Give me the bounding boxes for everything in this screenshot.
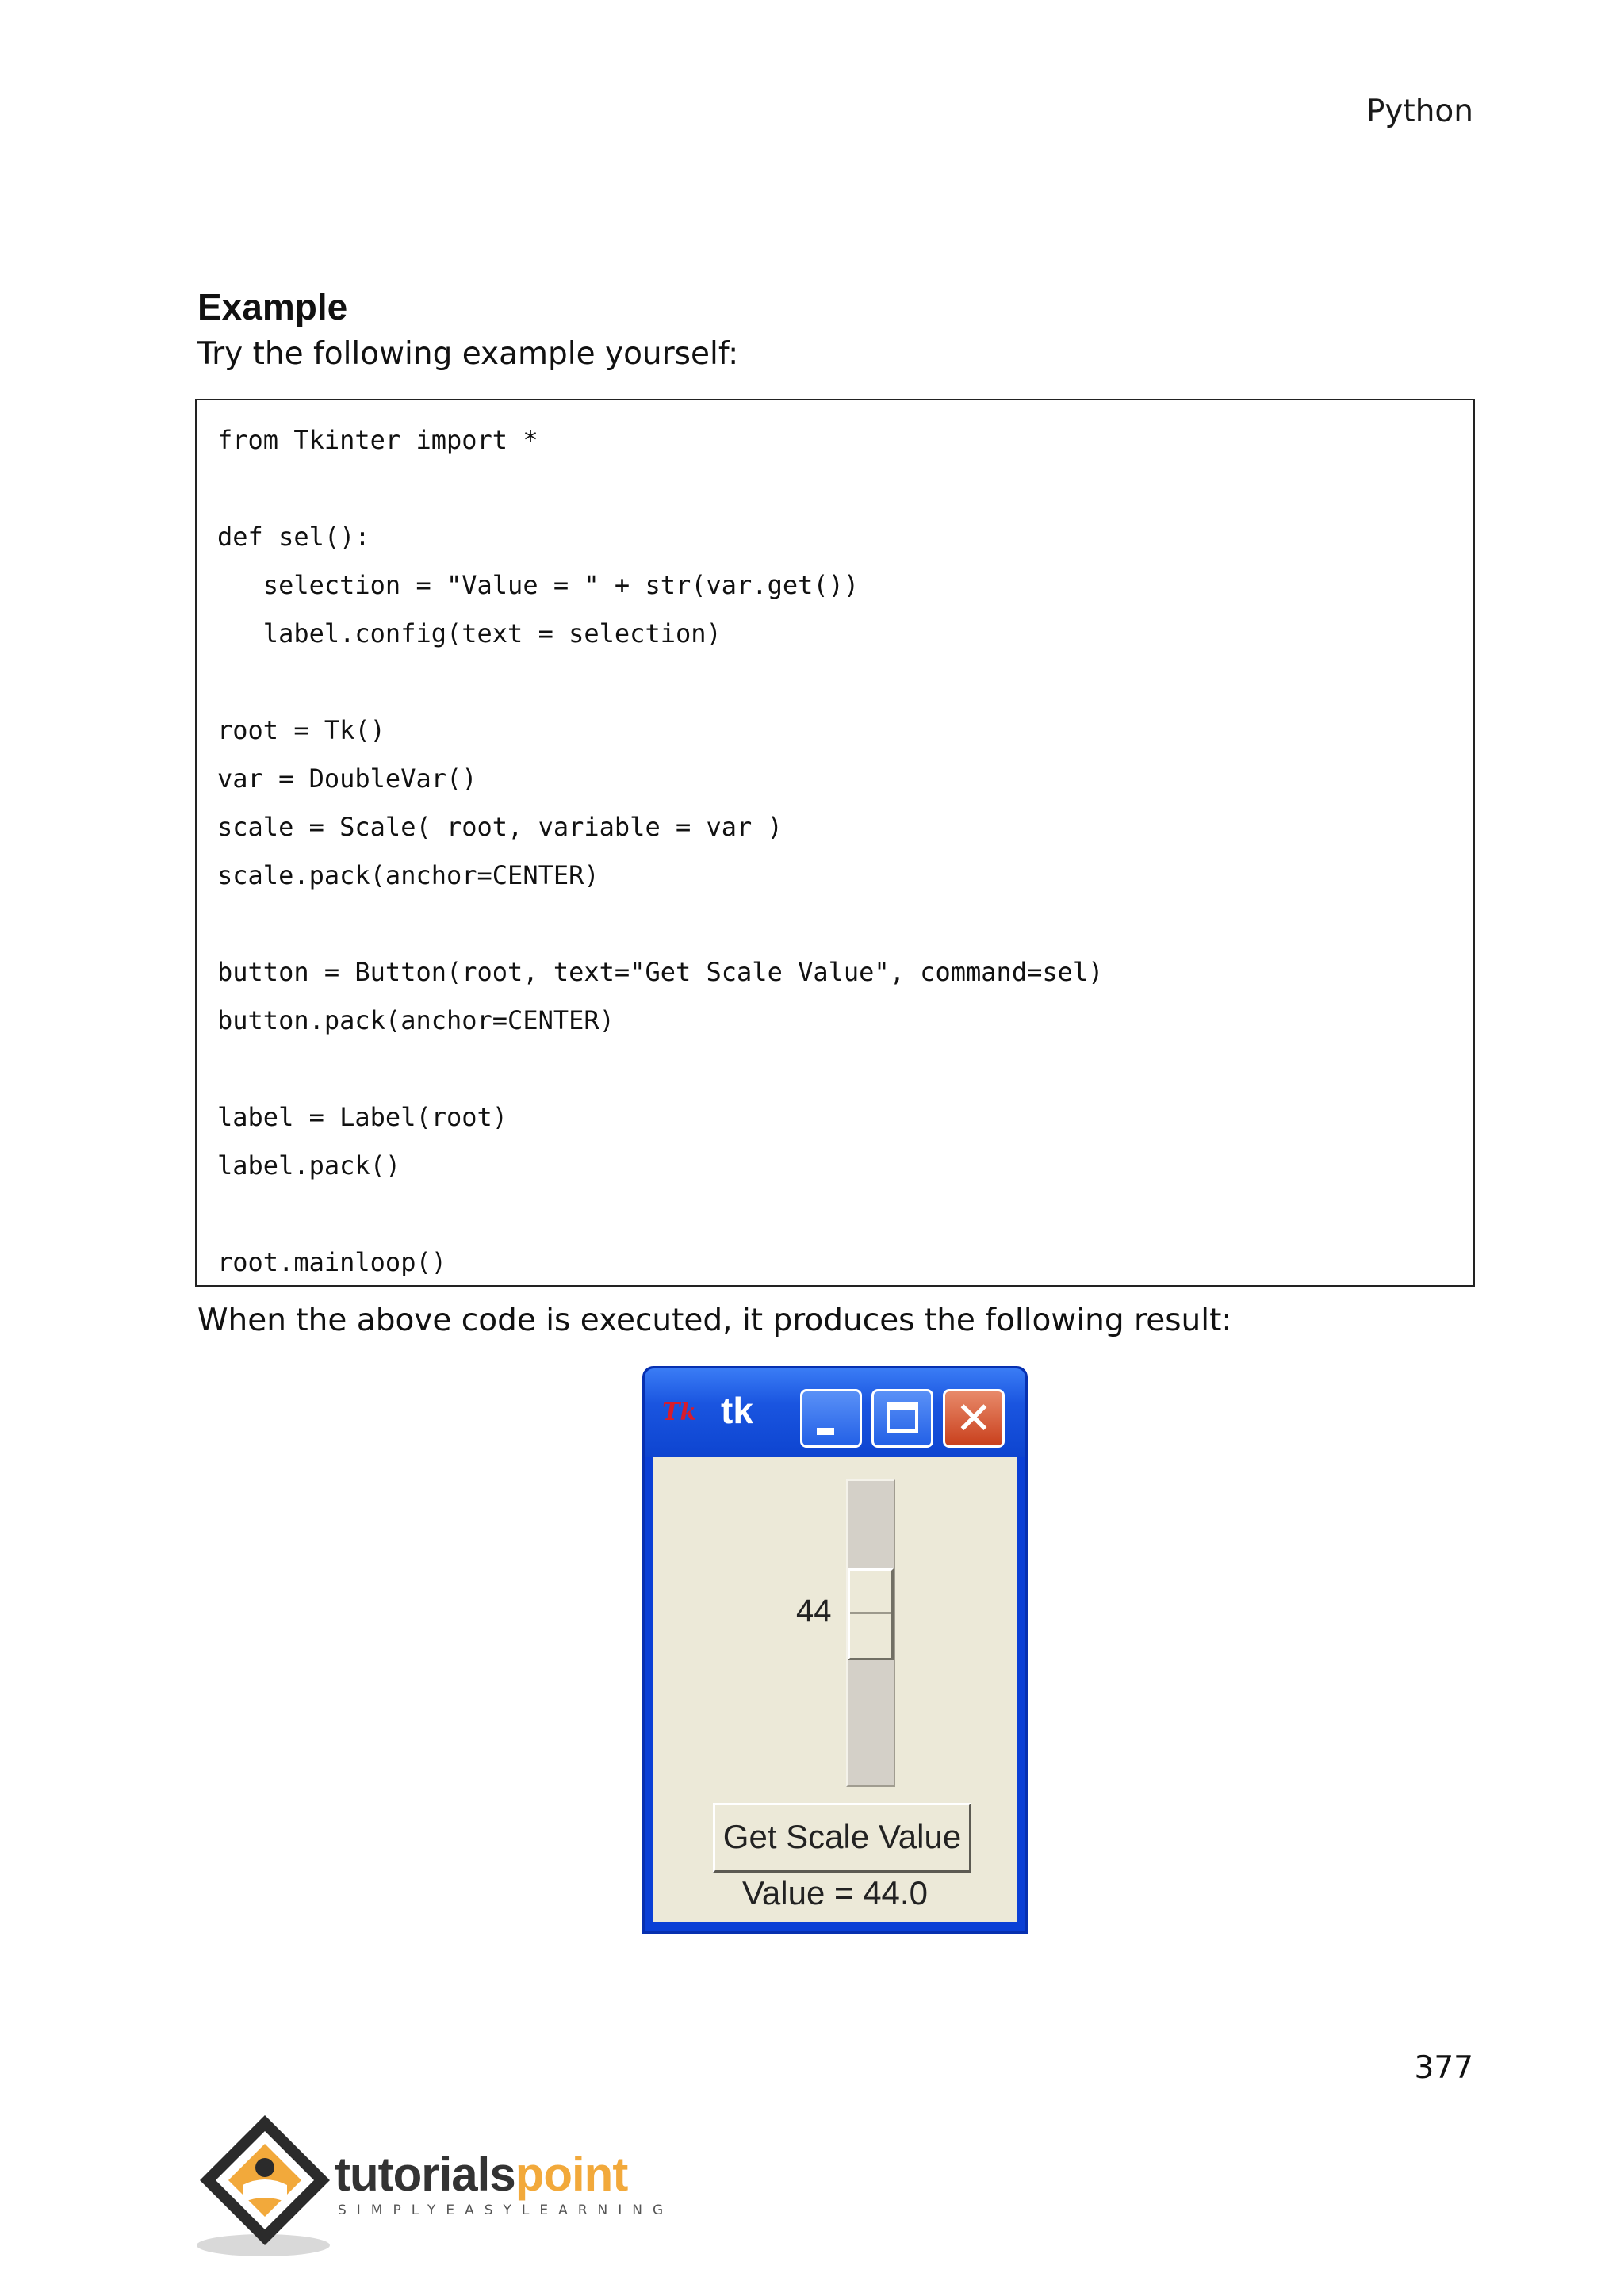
- code-line: scale = Scale( root, variable = var ): [217, 812, 783, 842]
- maximize-icon: [887, 1402, 918, 1433]
- code-line: [217, 1190, 1473, 1238]
- scale-value-readout: 44: [796, 1594, 832, 1628]
- maximize-button[interactable]: [871, 1389, 933, 1448]
- code-line: root = Tk(): [217, 715, 385, 745]
- code-line: label = Label(root): [217, 1102, 508, 1132]
- intro-text: Try the following example yourself:: [197, 336, 739, 372]
- tk-feather-icon: Tk: [662, 1399, 697, 1426]
- code-line: [217, 1045, 1473, 1093]
- logo-tagline: SIMPLYEASYLEARNING: [338, 2202, 674, 2218]
- running-header: Python: [1365, 94, 1473, 129]
- page-number: 377: [1414, 2050, 1473, 2086]
- code-line: button = Button(root, text="Get Scale Value", command=sel): [217, 957, 1104, 987]
- logo-emblem-icon: [195, 2109, 335, 2260]
- scale-slider-handle[interactable]: [848, 1568, 894, 1660]
- logo-wordmark: [335, 2147, 627, 2202]
- close-icon: ✕: [955, 1393, 993, 1445]
- code-line: scale.pack(anchor=CENTER): [217, 860, 599, 890]
- window-title: tk: [721, 1390, 753, 1431]
- code-line: label.pack(): [217, 1150, 401, 1181]
- result-intro-text: When the above code is executed, it produces the following result:: [197, 1303, 1232, 1338]
- code-line: [217, 658, 1473, 706]
- code-line: def sel():: [217, 522, 370, 552]
- tk-window-screenshot: [642, 1366, 1028, 1934]
- minimize-icon: [817, 1428, 834, 1435]
- logo-word-tutorials: tutorials: [335, 2148, 515, 2201]
- get-scale-value-button[interactable]: Get Scale Value: [713, 1803, 971, 1873]
- code-block: [195, 399, 1475, 1287]
- code-line: label.config(text = selection): [217, 618, 722, 649]
- value-result-label: Value = 44.0: [742, 1874, 928, 1911]
- tutorialspoint-logo: [195, 2109, 703, 2260]
- code-line: [217, 465, 1473, 513]
- slider-grip-line: [850, 1612, 891, 1614]
- minimize-button[interactable]: [800, 1389, 862, 1448]
- logo-word-point: point: [515, 2148, 628, 2201]
- code-line: root.mainloop(): [217, 1247, 446, 1277]
- window-titlebar: [645, 1368, 1025, 1457]
- window-client-area: [653, 1457, 1017, 1922]
- code-line: button.pack(anchor=CENTER): [217, 1005, 615, 1035]
- code-line: [217, 900, 1473, 948]
- code-line: from Tkinter import *: [217, 425, 538, 455]
- code-line: selection = "Value = " + str(var.get()): [217, 570, 860, 600]
- section-heading: Example: [197, 286, 348, 327]
- code-line: var = DoubleVar(): [217, 763, 477, 794]
- close-button[interactable]: [943, 1389, 1005, 1448]
